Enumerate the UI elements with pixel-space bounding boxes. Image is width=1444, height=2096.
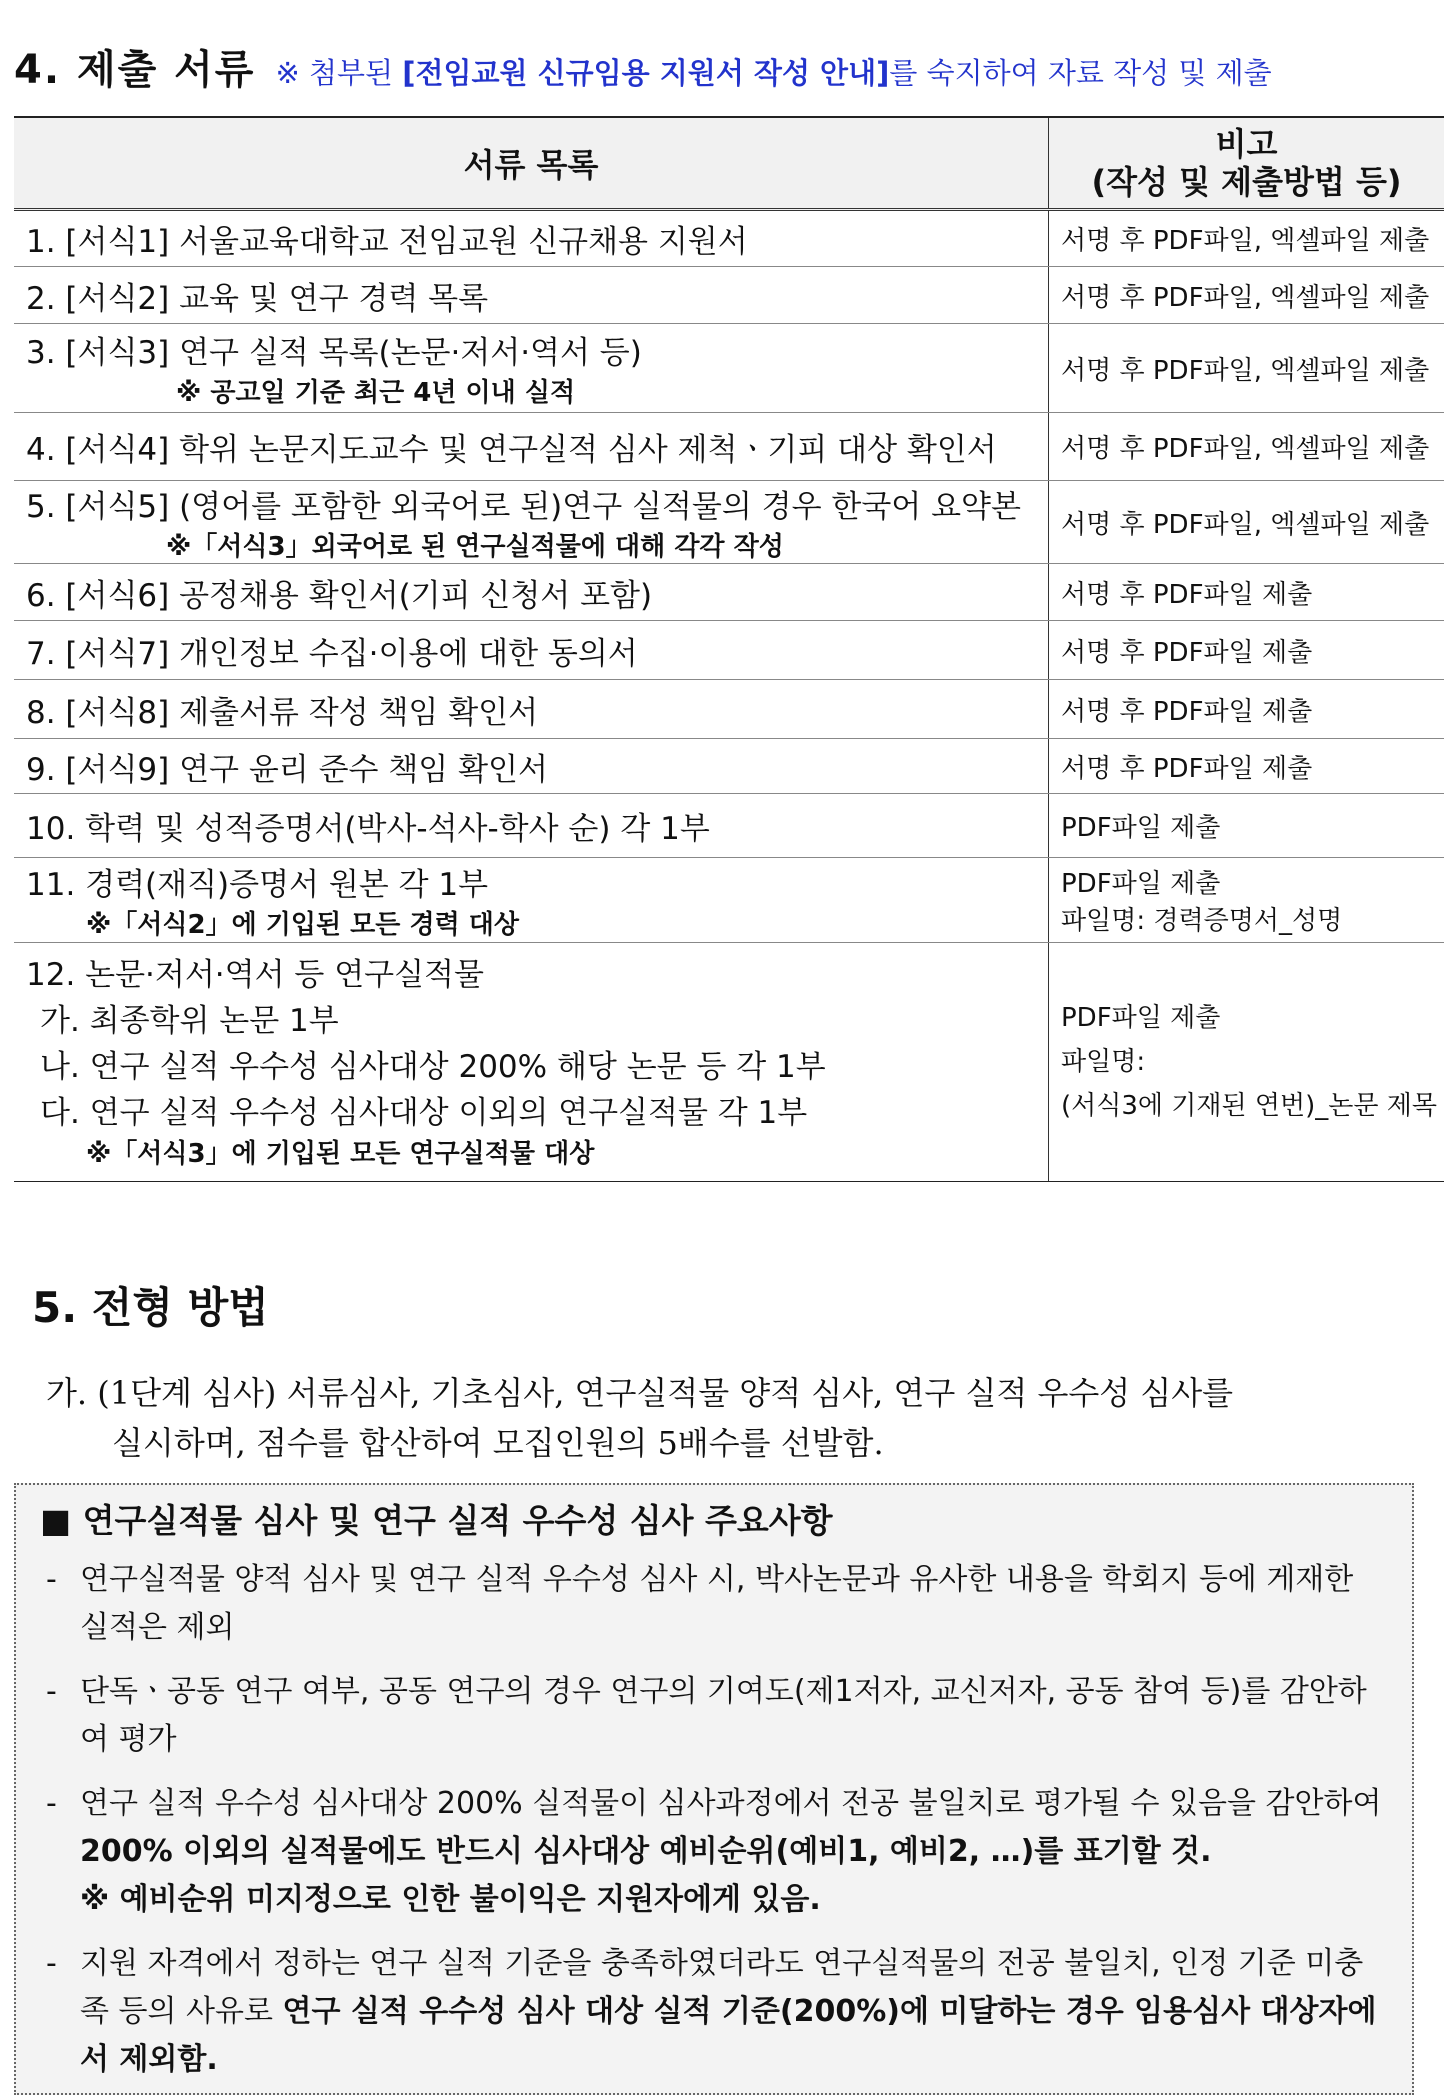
row-note: 서명 후 PDF파일, 엑셀파일 제출 xyxy=(1049,413,1444,481)
row-note-l1: PDF파일 제출 xyxy=(1061,869,1221,899)
row-item: 9. [서식9] 연구 윤리 준수 책임 확인서 xyxy=(14,739,1049,794)
row12-l4: 다. 연구 실적 우수성 심사대상 이외의 연구실적물 각 1부 xyxy=(40,1095,808,1131)
section5-heading: 5. 전형 방법 xyxy=(32,1283,269,1332)
row-item-text: 3. [서식3] 연구 실적 목록(논문·저서·역서 등) xyxy=(26,335,642,371)
row-item-text: 11. 경력(재직)증명서 원본 각 1부 xyxy=(26,867,489,903)
row12-n3: (서식3에 기재된 연번)_논문 제목 xyxy=(1061,1091,1438,1121)
table-row xyxy=(14,413,1444,481)
col-remarks-l1: 비고 xyxy=(1215,125,1278,163)
row-note: 서명 후 PDF파일 제출 xyxy=(1049,564,1444,621)
row-item-sub: ※「서식3」외국어로 된 연구실적물에 대해 각각 작성 xyxy=(166,532,784,562)
section4-header xyxy=(14,38,1434,95)
list-item: - 연구실적물 양적 심사 및 연구 실적 우수성 심사 시, 박사논문과 유사한 내용을 학회지 등에 게재한 실적은 제외 xyxy=(46,1556,1388,1652)
row-item-text: 5. [서식5] (영어를 포함한 외국어로 된)연구 실적물의 경우 한국어 요약본 xyxy=(26,489,1021,525)
col-remarks-l2: (작성 및 제출방법 등) xyxy=(1091,163,1402,201)
b3-text: 연구 실적 우수성 심사대상 200% 실적물이 심사과정에서 전공 불일치로 평가될 수 있음을 감안하여 xyxy=(80,1786,1382,1821)
b4-bold: 연구 실적 우수성 심사 대상 실적 기준(200%)에 미달하는 경우 임용심사 대상자에서 제외함. xyxy=(80,1994,1377,2077)
row12-n1: PDF파일 제출 xyxy=(1061,1003,1221,1033)
row12-l2: 가. 최종학위 논문 1부 xyxy=(40,1003,339,1039)
note-suffix: 를 숙지하여 자료 작성 및 제출 xyxy=(889,56,1272,90)
table-row xyxy=(14,564,1444,621)
row-note xyxy=(1049,943,1444,1182)
row-item xyxy=(14,324,1049,413)
box-title: ■ 연구실적물 심사 및 연구 실적 우수성 심사 주요사항 xyxy=(40,1501,833,1540)
table-row xyxy=(14,324,1444,413)
table-row xyxy=(14,267,1444,324)
row12-n2: 파일명: xyxy=(1061,1047,1146,1077)
row-note: 서명 후 PDF파일, 엑셀파일 제출 xyxy=(1049,267,1444,324)
row-item: 2. [서식2] 교육 및 연구 경력 목록 xyxy=(14,267,1049,324)
table-row xyxy=(14,739,1444,794)
row12-l5: ※「서식3」에 기입된 모든 연구실적물 대상 xyxy=(86,1139,595,1169)
para-line1: 가. (1단계 심사) 서류심사, 기초심사, 연구실적물 양적 심사, 연구 실적 우수성 심사를 xyxy=(46,1374,1234,1412)
section4-note xyxy=(275,56,1271,90)
col-remarks xyxy=(1049,117,1444,210)
b4-text: 지원 자격에서 정하는 연구 실적 기준을 충족하였더라도 연구실적물의 전공 불일치, 인정 기준 미충족 등의 사유로 xyxy=(80,1946,1364,2029)
b3-note: ※ 예비순위 미지정으로 인한 불이익은 지원자에게 있음. xyxy=(80,1882,821,1917)
row-item: 8. [서식8] 제출서류 작성 책임 확인서 xyxy=(14,680,1049,739)
documents-table xyxy=(14,116,1444,1182)
list-item xyxy=(46,1940,1388,2084)
row-item-sub: ※「서식2」에 기입된 모든 경력 대상 xyxy=(86,910,519,940)
row-item-sub: ※ 공고일 기준 최근 4년 이내 실적 xyxy=(176,378,576,408)
list-item xyxy=(46,1780,1388,1924)
note-prefix: ※ 첨부된 xyxy=(275,56,403,90)
section4-heading: 4. 제출 서류 xyxy=(14,47,256,93)
table-row xyxy=(14,943,1444,1182)
row-note: 서명 후 PDF파일 제출 xyxy=(1049,739,1444,794)
review-notes-box xyxy=(14,1483,1414,2095)
row-item xyxy=(14,943,1049,1182)
table-row xyxy=(14,621,1444,680)
table-header xyxy=(14,117,1444,210)
row-item: 6. [서식6] 공정채용 확인서(기피 신청서 포함) xyxy=(14,564,1049,621)
row12-l3: 나. 연구 실적 우수성 심사대상 200% 해당 논문 등 각 1부 xyxy=(40,1049,826,1085)
table-row xyxy=(14,794,1444,858)
note-bold: [전임교원 신규임용 지원서 작성 안내] xyxy=(402,56,890,90)
list-item: - 단독ㆍ공동 연구 여부, 공동 연구의 경우 연구의 기여도(제1저자, 교신저자, 공동 참여 등)를 감안하여 평가 xyxy=(46,1668,1388,1764)
row-note xyxy=(1049,858,1444,943)
row-note: PDF파일 제출 xyxy=(1049,794,1444,858)
col-documents: 서류 목록 xyxy=(14,117,1049,210)
row-item xyxy=(14,858,1049,943)
row-note: 서명 후 PDF파일 제출 xyxy=(1049,680,1444,739)
box-list xyxy=(16,1556,1412,2084)
row-note-l2: 파일명: 경력증명서_성명 xyxy=(1061,906,1343,936)
b3-bold: 200% 이외의 실적물에도 반드시 심사대상 예비순위(예비1, 예비2, …)를 표기할 것. xyxy=(80,1834,1212,1869)
table-row xyxy=(14,210,1444,267)
row-item: 10. 학력 및 성적증명서(박사-석사-학사 순) 각 1부 xyxy=(14,794,1049,858)
row-item: 7. [서식7] 개인정보 수집·이용에 대한 동의서 xyxy=(14,621,1049,680)
row12-l1: 12. 논문·저서·역서 등 연구실적물 xyxy=(26,957,484,993)
row-item xyxy=(14,481,1049,564)
table-row xyxy=(14,481,1444,564)
row-item: 4. [서식4] 학위 논문지도교수 및 연구실적 심사 제척ㆍ기피 대상 확인서 xyxy=(14,413,1049,481)
row-note: 서명 후 PDF파일, 엑셀파일 제출 xyxy=(1049,210,1444,267)
row-item: 1. [서식1] 서울교육대학교 전임교원 신규채용 지원서 xyxy=(14,210,1049,267)
row-note: 서명 후 PDF파일, 엑셀파일 제출 xyxy=(1049,324,1444,413)
table-row xyxy=(14,680,1444,739)
row-note: 서명 후 PDF파일, 엑셀파일 제출 xyxy=(1049,481,1444,564)
section5-paragraph xyxy=(46,1368,1426,1468)
row-note: 서명 후 PDF파일 제출 xyxy=(1049,621,1444,680)
table-row xyxy=(14,858,1444,943)
para-line2: 실시하며, 점수를 합산하여 모집인원의 5배수를 선발함. xyxy=(112,1424,884,1462)
